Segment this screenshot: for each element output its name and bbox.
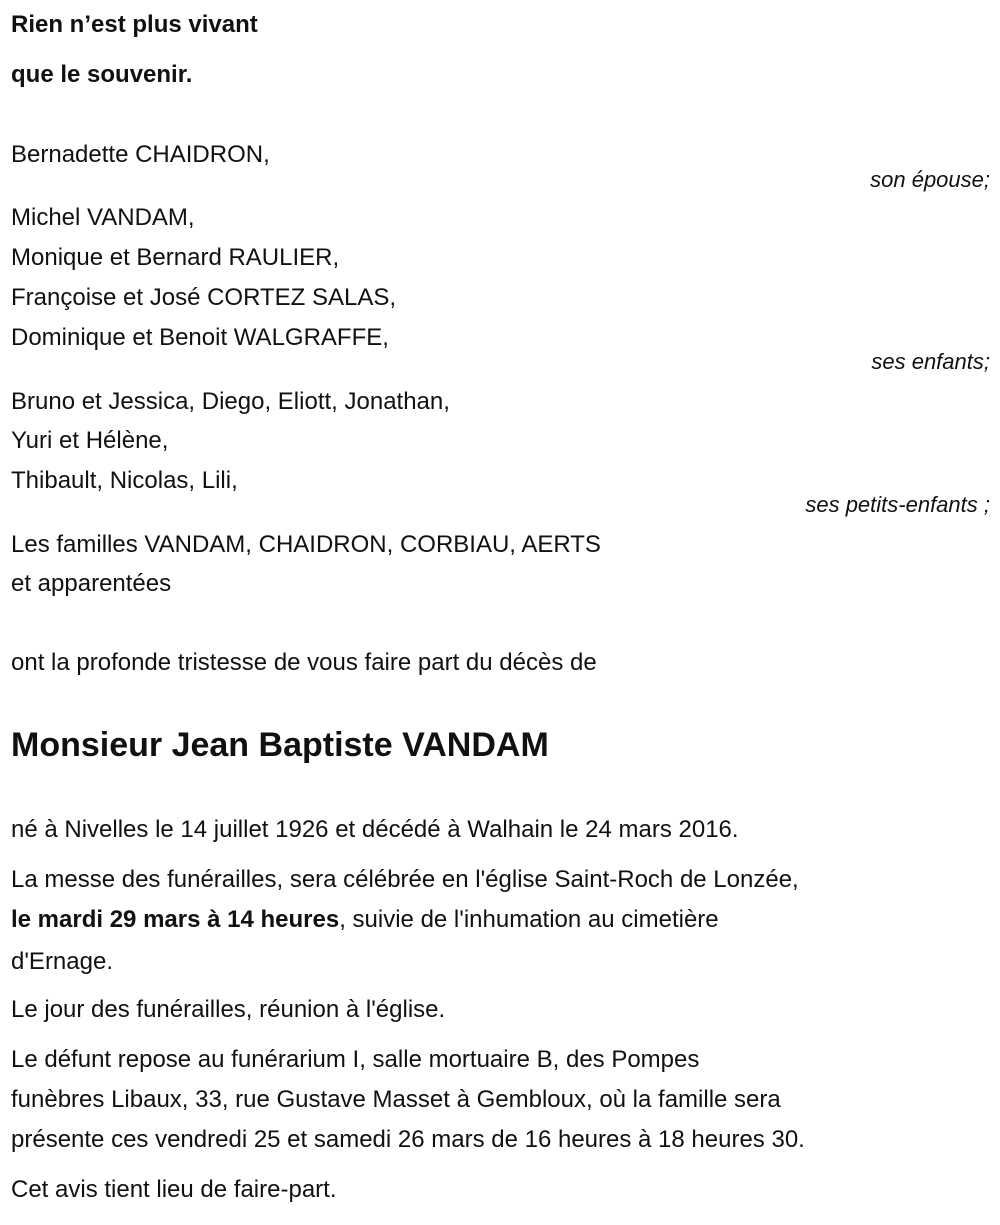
birth-death: né à Nivelles le 14 juillet 1926 et décédé à Walhain le 24 mars 2016. [11, 816, 739, 843]
grandchild-names: Bruno et Jessica, Diego, Eliott, Jonathan, [11, 388, 450, 415]
closing: Cet avis tient lieu de faire-part. [11, 1176, 337, 1203]
families-line: Les familles VANDAM, CHAIDRON, CORBIAU, AERTS [11, 531, 601, 558]
child-name: Dominique et Benoit WALGRAFFE, [11, 324, 389, 351]
grandchildren-role: ses petits-enfants ; [805, 492, 990, 517]
mass-line-3: d'Ernage. [11, 948, 113, 975]
mass-date: le mardi 29 mars à 14 heures [11, 906, 340, 933]
child-name: Michel VANDAM, [11, 204, 195, 231]
mass-line-1: La messe des funérailles, sera célébrée en l'église Saint-Roch de Lonzée, [11, 866, 799, 893]
spouse-role: son épouse; [870, 167, 990, 192]
repose-line: Le défunt repose au funérarium I, salle mortuaire B, des Pompes [11, 1046, 700, 1073]
spouse-name: Bernadette CHAIDRON, [11, 141, 270, 168]
grandchild-names: Yuri et Hélène, [11, 427, 169, 454]
mass-line-2 [11, 905, 719, 935]
families-line: et apparentées [11, 570, 172, 597]
motto-line-1: Rien n’est plus vivant [11, 11, 258, 38]
child-name: Françoise et José CORTEZ SALAS, [11, 284, 397, 311]
children-role: ses enfants; [871, 349, 990, 374]
meeting: Le jour des funérailles, réunion à l'église. [11, 996, 446, 1023]
grandchild-names: Thibault, Nicolas, Lili, [11, 467, 238, 494]
mass-line-2-rest: , suivie de l'inhumation au cimetière [339, 906, 719, 933]
announcement: ont la profonde tristesse de vous faire part du décès de [11, 649, 597, 676]
deceased-name: Monsieur Jean Baptiste VANDAM [11, 726, 549, 764]
repose-line: funèbres Libaux, 33, rue Gustave Masset à Gembloux, où la famille sera [11, 1086, 781, 1113]
motto-line-2: que le souvenir. [11, 61, 193, 88]
repose-line: présente ces vendredi 25 et samedi 26 mars de 16 heures à 18 heures 30. [11, 1126, 805, 1153]
child-name: Monique et Bernard RAULIER, [11, 244, 340, 271]
